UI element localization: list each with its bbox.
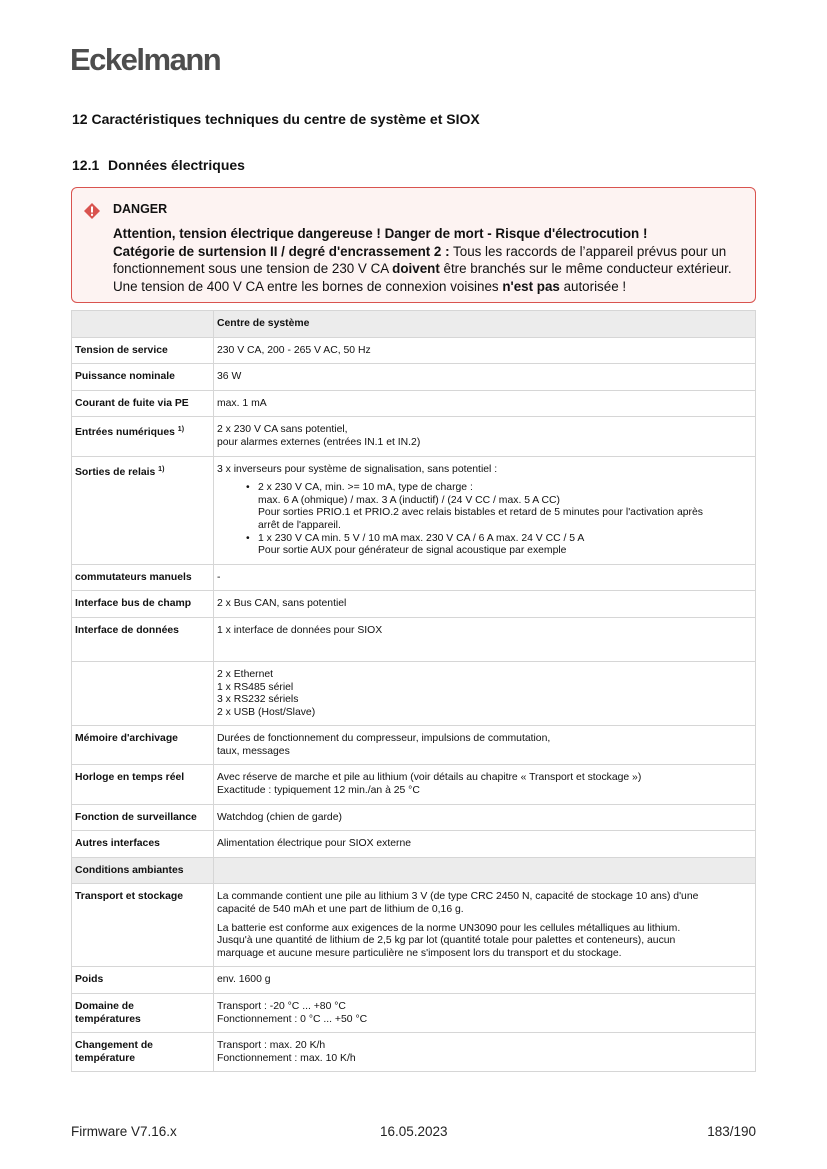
section-number: 12.1 xyxy=(72,157,100,173)
table-row: Mémoire d'archivage Durées de fonctionnement du compresseur, impulsions de commutation, taux, messages xyxy=(72,726,756,765)
table-row: Interface bus de champ 2 x Bus CAN, sans potentiel xyxy=(72,591,756,618)
table-row: Courant de fuite via PE max. 1 mA xyxy=(72,390,756,417)
warning-diamond-icon xyxy=(84,203,100,219)
list-item: • 1 x 230 V CA min. 5 V / 10 mA max. 230 V CA / 6 A max. 24 V CC / 5 A Pour sortie AUX pour générateur de signal acoustique par exemple xyxy=(246,532,585,557)
table-row: Fonction de surveillance Watchdog (chien de garde) xyxy=(72,804,756,831)
danger-body: Catégorie de surtension II / degré d'encrassement 2 : Tous les raccords de l’appareil prévus pour un fonctionnement sous une tension de 230 V CA doivent être branchés sur le même conducteur extérieur. Une tension de 400 V CA entre les bornes de connexion voisines n'est pas autorisée ! xyxy=(113,244,732,294)
table-row: Autres interfaces Alimentation électrique pour SIOX externe xyxy=(72,831,756,858)
section-label: Données électriques xyxy=(108,157,245,173)
table-header-row xyxy=(72,311,756,338)
table-row: Sorties de relais $^{1)}$ 3 x inverseurs pour système de signalisation, sans potentiel : • 2 x 230 V CA, min. >= 10 mA, type de charge : max. 6 A (ohmique) / max. 3 A (inductif) / (24 V CC / max. 5 A CC) Pour sorties PRIO.1 et PRIO.2 avec relais bistables et retard de 5 minutes pour l'activation après arrêt de l'appareil. • 1 x 230 V CA min. 5 V / 10 mA max. 230 V CA / 6 A max. 24 V CC / 5 A Pour sortie AUX pour générateur de signal acoustique par exemple xyxy=(72,456,756,564)
footer-page-number: 183/190 xyxy=(707,1124,756,1139)
chapter-title: 12 Caractéristiques techniques du centre de système et SIOX xyxy=(72,111,480,127)
column-header: Centre de système xyxy=(214,311,756,338)
list-item: • 2 x 230 V CA, min. >= 10 mA, type de charge : max. 6 A (ohmique) / max. 3 A (inductif) / (24 V CC / max. 5 A CC) Pour sorties PRIO.1 et PRIO.2 avec relais bistables et retard de 5 minutes pour l'activation après arrêt de l'appareil. xyxy=(246,482,703,531)
table-row: commutateurs manuels - xyxy=(72,564,756,591)
section-title xyxy=(72,157,245,173)
table-row: Horloge en temps réel Avec réserve de marche et pile au lithium (voir détails au chapitre « Transport et stockage ») Exactitude : typiquement 12 min./an à 25 °C xyxy=(72,765,756,804)
table-row: Interface de données 1 x interface de données pour SIOX xyxy=(72,617,756,661)
table-row: Entrées numériques $^{1)}$ 2 x 230 V CA sans potentiel, pour alarmes externes (entrées IN.1 et IN.2) xyxy=(72,417,756,456)
footer-date: 16.05.2023 xyxy=(380,1124,448,1139)
table-row: Puissance nominale 36 W xyxy=(72,364,756,391)
specs-table xyxy=(71,310,756,1072)
footer-firmware: Firmware V7.16.x xyxy=(71,1124,177,1139)
relay-list xyxy=(217,482,751,558)
table-row: Transport et stockage La commande contient une pile au lithium 3 V (de type CRC 2450 N, capacité de stockage 10 ans) d'une capacité de 540 mAh et une part de lithium de 0,16 g. La batterie est conforme aux exigences de la norme UN3090 pour les cellules métalliques au lithium. Jusqu'à une quantité de lithium de 2,5 kg par lot (quantité totale pour palettes et conteneurs), aucun marquage et aucune mesure particulière ne s'imposent lors du transport et du stockage. xyxy=(72,884,756,967)
danger-notice xyxy=(71,187,756,303)
table-row: 2 x Ethernet 1 x RS485 sériel 3 x RS232 sériels 2 x USB (Host/Slave) xyxy=(72,661,756,725)
table-row: Changement de température Transport : max. 20 K/h Fonctionnement : max. 10 K/h xyxy=(72,1033,756,1072)
danger-headline: Attention, tension électrique dangereuse ! Danger de mort - Risque d'électrocution ! xyxy=(113,226,648,241)
table-row: Tension de service 230 V CA, 200 - 265 V AC, 50 Hz xyxy=(72,337,756,364)
danger-title: DANGER xyxy=(113,202,168,216)
table-row: Domaine de températures Transport : -20 °C ... +80 °C Fonctionnement : 0 °C ... +50 °C xyxy=(72,994,756,1033)
table-row: Poids env. 1600 g xyxy=(72,967,756,994)
company-logo: Eckelmann xyxy=(70,42,221,77)
table-subheader-row: Conditions ambiantes xyxy=(72,857,756,884)
